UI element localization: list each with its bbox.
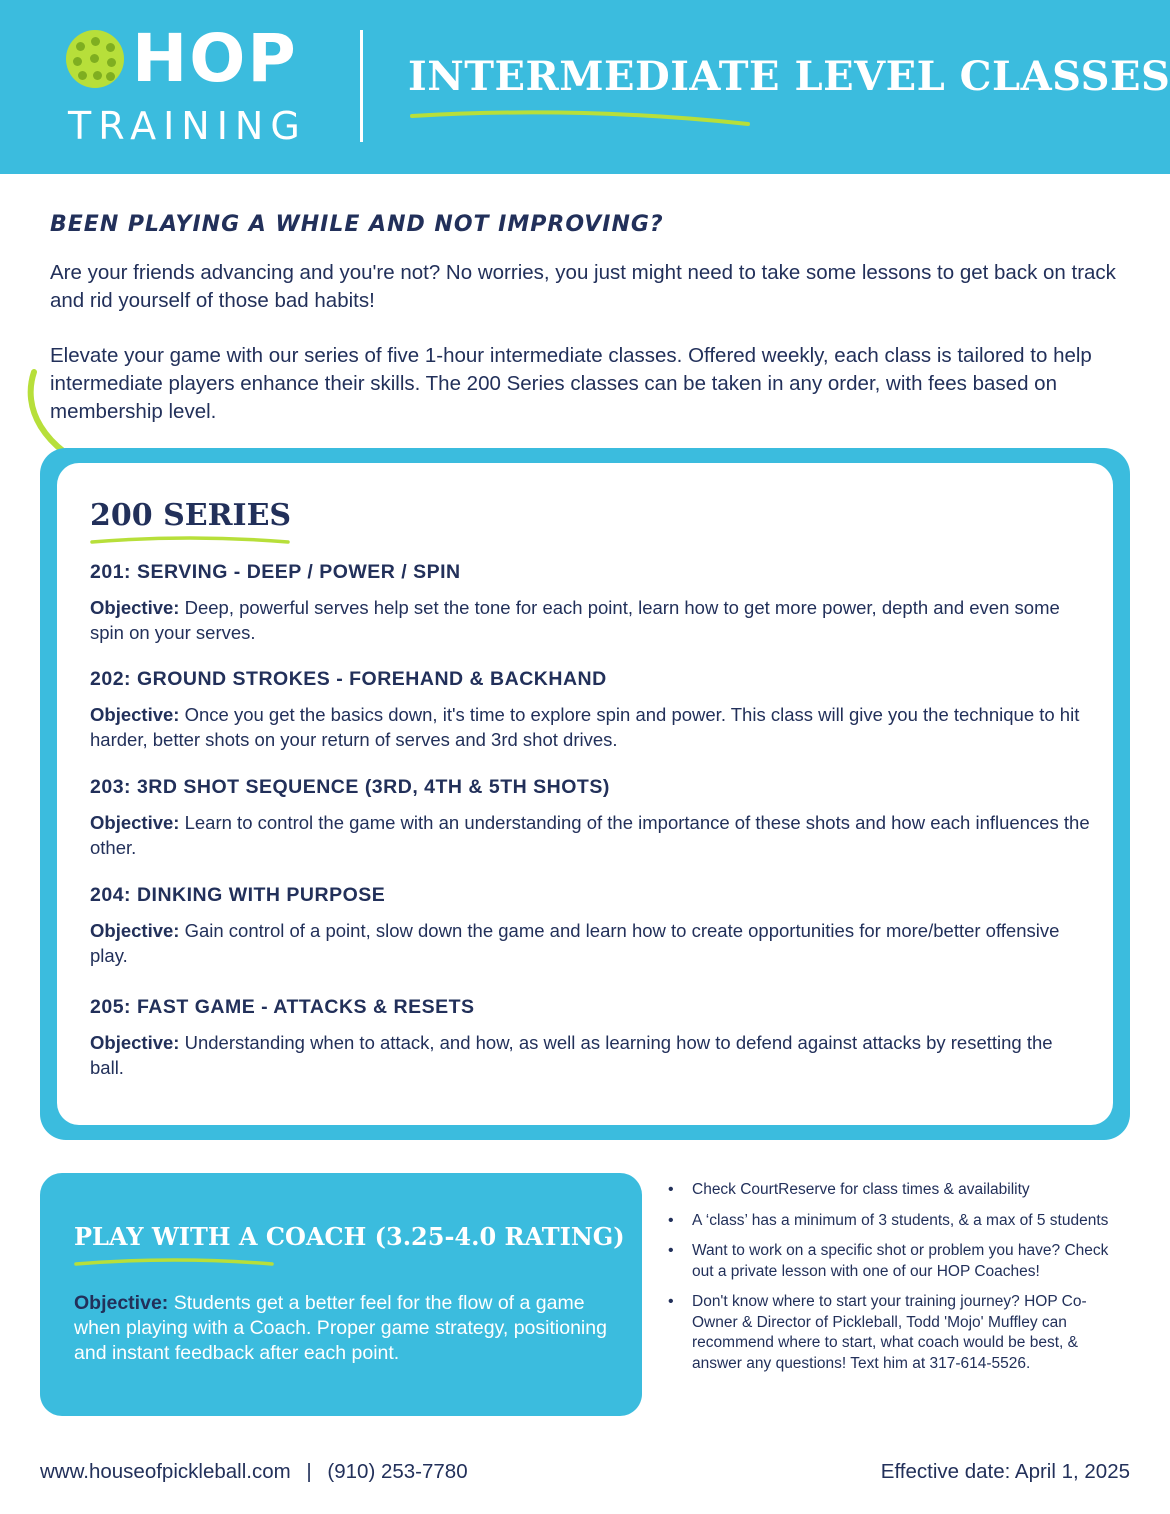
- class-203-title: 203: 3RD SHOT SEQUENCE (3RD, 4TH & 5TH SHOTS): [90, 776, 610, 798]
- effective-date: Effective date: April 1, 2025: [880, 1460, 1130, 1483]
- pickleball-icon: [66, 30, 124, 88]
- intro-paragraph-1: Are your friends advancing and you're not? No worries, you just might need to take some lessons to get back on track and rid yourself of those bad habits!: [50, 261, 1116, 312]
- phone-number[interactable]: (910) 253-7780: [327, 1460, 468, 1483]
- class-202-title: 202: GROUND STROKES - FOREHAND & BACKHAND: [90, 668, 607, 690]
- footer-separator: |: [306, 1460, 312, 1483]
- logo-wordmark: HOP: [132, 20, 298, 97]
- class-202-objective: Objective: Once you get the basics down, it's time to explore spin and power. This class will give you the technique to hit harder, better shots on your return of serves and 3rd shot drives.: [90, 704, 1080, 750]
- intro-kicker: BEEN PLAYING A WHILE AND NOT IMPROVING?: [50, 212, 664, 237]
- series-title: 200 SERIES: [90, 498, 292, 533]
- class-203-objective: Objective: Learn to control the game with an understanding of the importance of these shots and how each influences the other.: [90, 812, 1090, 858]
- class-204-title: 204: DINKING WITH PURPOSE: [90, 884, 386, 906]
- class-201-objective: Objective: Deep, powerful serves help set the tone for each point, learn how to get more power, depth and even some spin on your serves.: [90, 597, 1060, 643]
- coach-title: PLAY WITH A COACH (3.25-4.0 RATING): [74, 1222, 625, 1251]
- class-201-title: 201: SERVING - DEEP / POWER / SPIN: [90, 561, 461, 583]
- notes-list: [668, 1180, 1130, 1384]
- footer-contact: [40, 1458, 468, 1486]
- list-item: • Want to work on a specific shot or problem you have? Check out a private lesson with one of our HOP Coaches!: [668, 1241, 1130, 1282]
- intro-paragraph-2: Elevate your game with our series of five 1-hour intermediate classes. Offered weekly, each class is tailored to help intermediate players enhance their skills. The 200 Series classes can be taken in any order, with fees based on membership level.: [50, 344, 1092, 423]
- header-divider: [360, 30, 363, 142]
- list-item: • A ‘class’ has a minimum of 3 students, & a max of 5 students: [668, 1211, 1130, 1232]
- class-205-objective: Objective: Understanding when to attack, and how, as well as learning how to defend against attacks by resetting the ball.: [90, 1032, 1053, 1078]
- class-204-objective: Objective: Gain control of a point, slow down the game and learn how to create opportunities for more/better offensive play.: [90, 920, 1060, 966]
- coach-underline-swoosh: [74, 1256, 274, 1270]
- series-underline-swoosh: [90, 534, 290, 548]
- logo-subtitle: TRAINING: [68, 104, 307, 148]
- coach-objective: Objective: Students get a better feel for the flow of a game when playing with a Coach. Proper game strategy, positioning and instant feedback after each point.: [74, 1292, 607, 1364]
- hop-training-logo: [66, 20, 316, 148]
- page-title: INTERMEDIATE LEVEL CLASSES: [408, 53, 1170, 100]
- list-item: • Don't know where to start your training journey? HOP Co-Owner & Director of Pickleball, Todd 'Mojo' Muffley can recommend where to start, what coach would be best, & answer any questions! Text him at 317-614-5526.: [668, 1292, 1130, 1374]
- title-underline-swoosh: [410, 106, 750, 128]
- list-item: • Check CourtReserve for class times & availability: [668, 1180, 1130, 1201]
- website-link[interactable]: www.houseofpickleball.com: [40, 1460, 291, 1483]
- class-205-title: 205: FAST GAME - ATTACKS & RESETS: [90, 996, 475, 1018]
